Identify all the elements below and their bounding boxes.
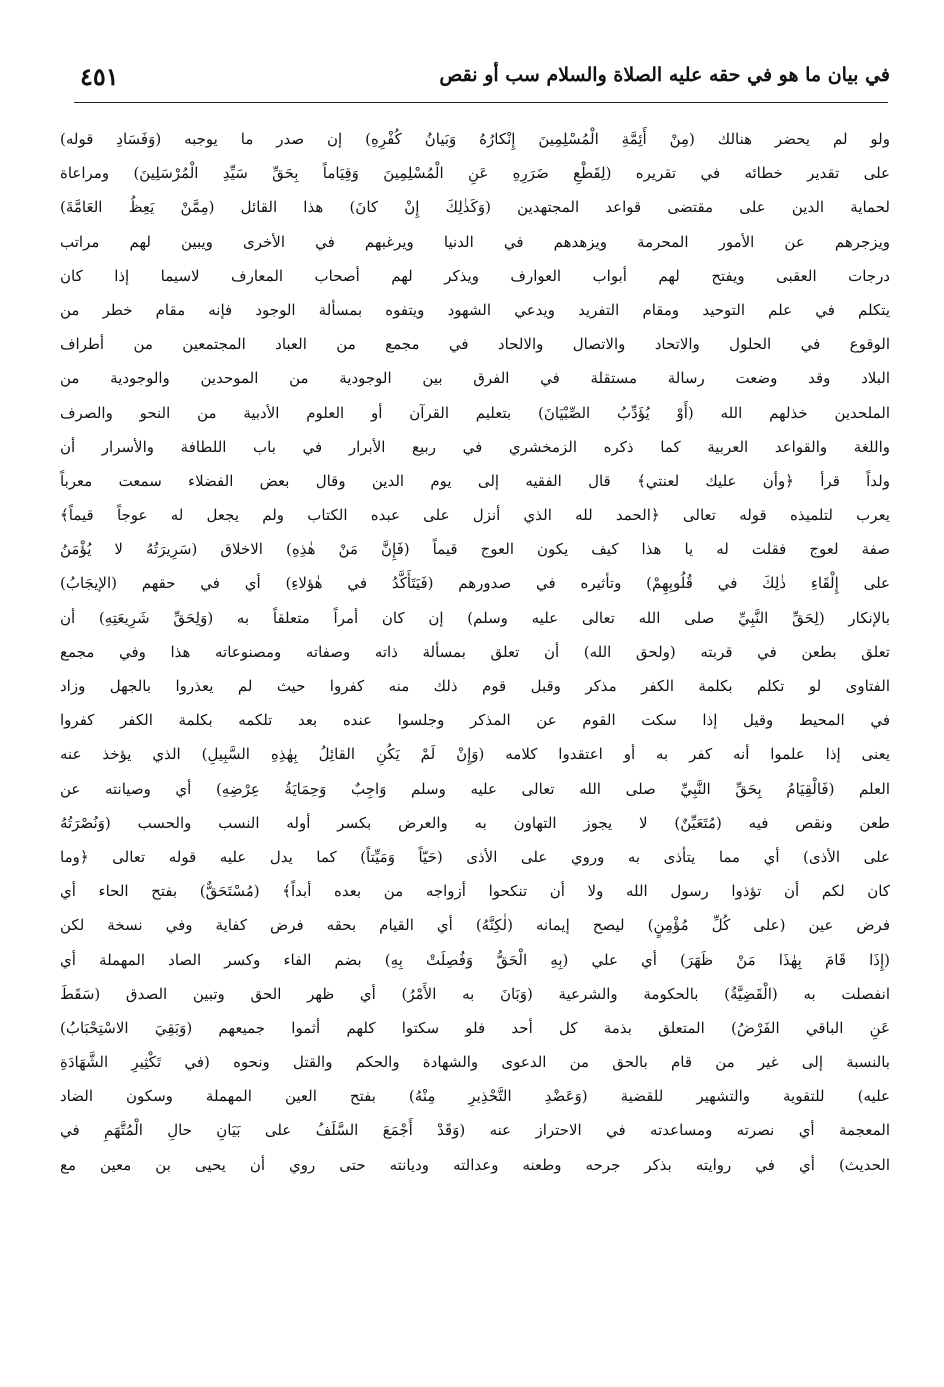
text-line: تعلق بطعن في قربته (ولحق الله) أن تعلق بمسألة ذاته وصفاته ومصنوعاته هذا وفي مجمع (60, 642, 890, 661)
text-line: الوقوع في الحلول والاتحاد والاتصال والالحاد في مجمع من العباد المجتمعين من أطراف (60, 335, 890, 354)
header-title: في بيان ما هو في حقه عليه الصلاة والسلام سب أو نقص (439, 64, 890, 86)
text-line: العلم (فَالْقِيَامُ بِحَقِّ النَّبِيِّ صلى الله تعالى عليه وسلم وَاجِبٌ وَحِمَايَةُ عِرْضِهِ) أي وصيانته عن (60, 779, 890, 798)
text-line: يعنى إذا علموا أنه كفر به أو اعتقدوا كلامه (وَإِنْ لَمْ يَكُنِ القائِلُ بِهٰذِهِ السَّبِيلِ) الذي يؤخذ عنه (60, 745, 890, 764)
text-line: في المحيط وقيل إذا سكت القوم عن المذكر وجلسوا عنده بعد تلكمه بكلمة الكفر كفروا (60, 711, 890, 730)
text-line: واللغة والقواعد العربية كما ذكره الزمخشري في ربيع الأبرار في باب اللطافة والأسرار أن (60, 437, 890, 456)
text-line: طعن ونقص فيه (مُتَعَيِّنٌ) لا يجوز التهاون به والعرض بكسر أوله النسب والحسب (وَنُصْرَتُهُ (60, 813, 890, 832)
text-line: يتكلم في علم التوحيد ومقام التفريد ويدعي الشهود ويتفوه بمسألة الوجود فإنه مقام خطر من (60, 300, 890, 319)
text-line: (إِذَا قَامَ بِهٰذَا مَنْ ظَهَرَ) أي علي (بِهِ الْحَقُّ وَفُصِلَتْ بِهِ) بضم الفاء وكسر الصاد المهملة أي (60, 950, 890, 969)
text-line: المعجمة أي نصرته ومساعدته في الاحتراز عنه (وَقَدْ أَجْمَعَ السَّلَفُ على بَيَانِ حالِ الْمُتَّهَمِ في (60, 1121, 890, 1140)
text-line: عليه) للتقوية والتشهير للقضية (وَعَضْدِ التَّحْذِيرِ مِنْهُ) بفتح العين المهملة وسكون الضاد (60, 1087, 890, 1106)
text-line: الحديث) أي في روايته بذكر جرحه وطعنه وعدالته وديانته حتى روي أن يحيى بن معين مع (60, 1155, 890, 1174)
text-line: فرض عين (على كُلِّ مُؤْمِنٍ) ليصح إيمانه (لٰكِنَّهُ) أي القيام بحقه فرض كفاية وفي نسخة لكن (60, 916, 890, 935)
text-line: بالنسبة إلى غير من قام بالحق من الدعوى والشهادة والحكم والقتل ونحوه (في تَكْثِيرِ الشَّهَادَةِ (60, 1053, 890, 1072)
text-line: ويزجرهم عن الأمور المحرمة ويزهدهم في الدنيا ويرغبهم في الأخرى ويبين لهم مراتب (60, 232, 890, 251)
text-line: الملحدين خذلهم الله (أَوْ يُؤَدِّبُ الصِّبْيَانَ) بتعليم القرآن أو العلوم الأدبية من النحو والصرف (60, 403, 890, 422)
page-number: ٤٥١ (80, 62, 119, 91)
text-line: ولداً قرأ ﴿وأن عليك لعنتي﴾ قال الفقيه إلى يوم الدين وقال بعض الفضلاء سمعت معرباً (60, 471, 890, 490)
text-line: على الأذى) أي مما يتأذى به وروي على الأذى (حَيّاً وَمَيِّتاً) كما يدل عليه قوله تعالى ﴿وما (60, 847, 890, 866)
text-line: درجات العقبى ويفتح لهم أبواب العوارف ويذكر لهم أصحاب المعارف لاسيما إذا كان (60, 266, 890, 285)
text-line: الفتاوى لو تكلم بكلمة الكفر مذكر وقبل قوم ذلك منه كفروا حيث لم يعذروا بالجهل وزاد (60, 677, 890, 695)
text-line: ولو لم يحضر هنالك (مِنْ أَئِمَّةِ الْمُسْلِمِينَ إِنْكارُهُ وَبَيانُ كُفْرِهِ) إن صدر ما يوجبه (وَفَسَادِ قوله) (60, 130, 890, 148)
header-divider (74, 102, 888, 103)
text-line: كان لكم أن تؤذوا رسول الله ولا أن تنكحوا أزواجه من بعده أبداً﴾ (مُسْتَحَقٌّ) بفتح الحاء أي (60, 882, 890, 901)
text-line: يعرب لتلميذه قوله تعالى ﴿الحمد لله الذي أنزل على عبده الكتاب ولم يجعل له عوجاً قيماً﴾ (60, 506, 890, 525)
text-line: انفصلت به (الْقَضِيَّةُ) بالحكومة والشرعية (وَبَانَ به الأَمْرُ) أي ظهر الحق وتبين الصدق (سَقَطَ (60, 984, 890, 1003)
text-line: البلاد وقد وضعت رسالة مستقلة في الفرق بين الوجودية من الموحدين والوجودية من (60, 369, 890, 388)
text-line: على تقدير خطائه في تقريره (لِقَطْعِ ضَرَرِهِ عَنِ الْمُسْلِمِينَ وَقِيَاماً بِحَقِّ سَيِّدِ الْمُرْسَلِينَ) ومراعاة (60, 164, 890, 183)
text-line: لحماية الدين على مقتضى قواعد المجتهدين (وَكَذٰلِكَ إِنْ كانَ) هذا القائل (مِمَّنْ يَعِظُ العَامَّةَ) (60, 198, 890, 217)
text-line: بالإنكار (لِحَقِّ النَّبِيِّ صلى الله تعالى عليه وسلم) إن كان أمراً متعلقاً به (وَلِحَقِّ شَرِيعَتِهِ) أن (60, 608, 890, 627)
book-page (60, 40, 890, 1360)
text-line: صفة لعوج فقلت له يا هذا كيف يكون العوج قيماً (فَإِنَّ مَنْ هٰذِهِ) الاخلاق (سَرِيرَتُهُ لا يُؤْمَنُ (60, 540, 890, 559)
running-header (60, 56, 890, 108)
text-line: عَنِ الباقي الفَرْضُ) المتعلق بذمة كل أحد فلو سكتوا كلهم أثموا جميعهم (وَبَقِيَ الاسْتِحْبَابُ) (60, 1018, 890, 1037)
text-line: على إِلْقَاءِ ذٰلِكَ في قُلُوبِهِمْ) وتأثيره في صدورهم (فَيَتَأَكَّدُ في هٰؤلاءِ) أي في حقهم (الإيجَابُ) (60, 574, 890, 593)
body-text (60, 122, 890, 1182)
